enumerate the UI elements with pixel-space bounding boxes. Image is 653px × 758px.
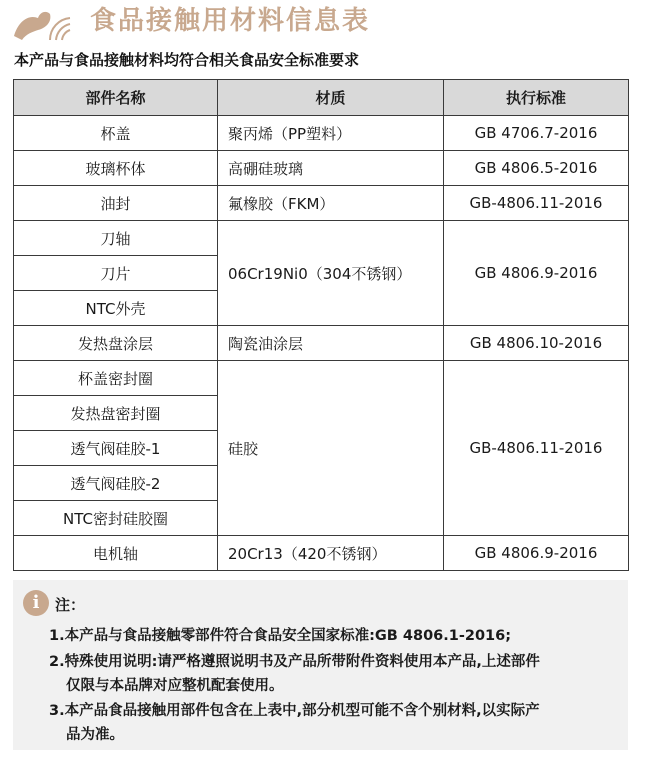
material-cell: 高硼硅玻璃 xyxy=(218,151,444,186)
material-cell: 20Cr13（420不锈钢） xyxy=(218,536,444,571)
standard-cell: GB 4806.5-2016 xyxy=(444,151,629,186)
note-text-continued: 品为准。 xyxy=(66,727,124,743)
part-cell: 油封 xyxy=(14,186,218,221)
standard-cell: GB 4706.7-2016 xyxy=(444,116,629,151)
note-text: 1.本产品与食品接触零部件符合食品安全国家标准:GB 4806.1-2016; xyxy=(49,628,512,644)
brand-mark-icon xyxy=(12,4,72,42)
part-cell: 刀轴 xyxy=(14,221,218,256)
header-standard: 执行标准 xyxy=(444,80,629,116)
table-row xyxy=(14,221,629,256)
material-cell: 硅胶 xyxy=(218,361,444,536)
materials-table xyxy=(13,79,629,571)
part-cell: 发热盘涂层 xyxy=(14,326,218,361)
standard-cell: GB-4806.11-2016 xyxy=(444,186,629,221)
note-text-continued: 仅限与本品牌对应整机配套使用。 xyxy=(66,678,284,694)
note-text: 3.本产品食品接触用部件包含在上表中,部分机型可能不含个别材料,以实际产 xyxy=(49,703,540,719)
table-row xyxy=(14,361,629,396)
note-item-2 xyxy=(49,650,619,698)
part-cell: NTC外壳 xyxy=(14,291,218,326)
part-cell: 电机轴 xyxy=(14,536,218,571)
material-cell: 陶瓷油涂层 xyxy=(218,326,444,361)
info-icon: i xyxy=(23,590,49,616)
material-cell: 聚丙烯（PP塑料） xyxy=(218,116,444,151)
standard-cell: GB 4806.9-2016 xyxy=(444,536,629,571)
part-cell: 玻璃杯体 xyxy=(14,151,218,186)
notes-panel xyxy=(13,580,628,750)
part-cell: 杯盖密封圈 xyxy=(14,361,218,396)
page-subtitle: 本产品与食品接触材料均符合相关食品安全标准要求 xyxy=(14,51,360,69)
notes-title: 注： xyxy=(55,596,86,614)
note-text: 2.特殊使用说明:请严格遵照说明书及产品所带附件资料使用本产品,上述部件 xyxy=(49,654,540,670)
table-row xyxy=(14,116,629,151)
note-item-1 xyxy=(49,624,619,648)
note-item-3 xyxy=(49,699,619,747)
standard-cell: GB 4806.10-2016 xyxy=(444,326,629,361)
table-row xyxy=(14,536,629,571)
table-row xyxy=(14,151,629,186)
standard-cell: GB 4806.9-2016 xyxy=(444,221,629,326)
standard-cell: GB-4806.11-2016 xyxy=(444,361,629,536)
part-cell: 透气阀硅胶-1 xyxy=(14,431,218,466)
part-cell: 发热盘密封圈 xyxy=(14,396,218,431)
part-cell: NTC密封硅胶圈 xyxy=(14,501,218,536)
table-row xyxy=(14,186,629,221)
part-cell: 杯盖 xyxy=(14,116,218,151)
header xyxy=(0,0,653,44)
part-cell: 刀片 xyxy=(14,256,218,291)
page-title: 食品接触用材料信息表 xyxy=(90,6,371,36)
material-cell: 06Cr19Ni0（304不锈钢） xyxy=(218,221,444,326)
table-row xyxy=(14,326,629,361)
part-cell: 透气阀硅胶-2 xyxy=(14,466,218,501)
header-part-name: 部件名称 xyxy=(14,80,218,116)
material-cell: 氟橡胶（FKM） xyxy=(218,186,444,221)
header-material: 材质 xyxy=(218,80,444,116)
table-header-row xyxy=(14,80,629,116)
